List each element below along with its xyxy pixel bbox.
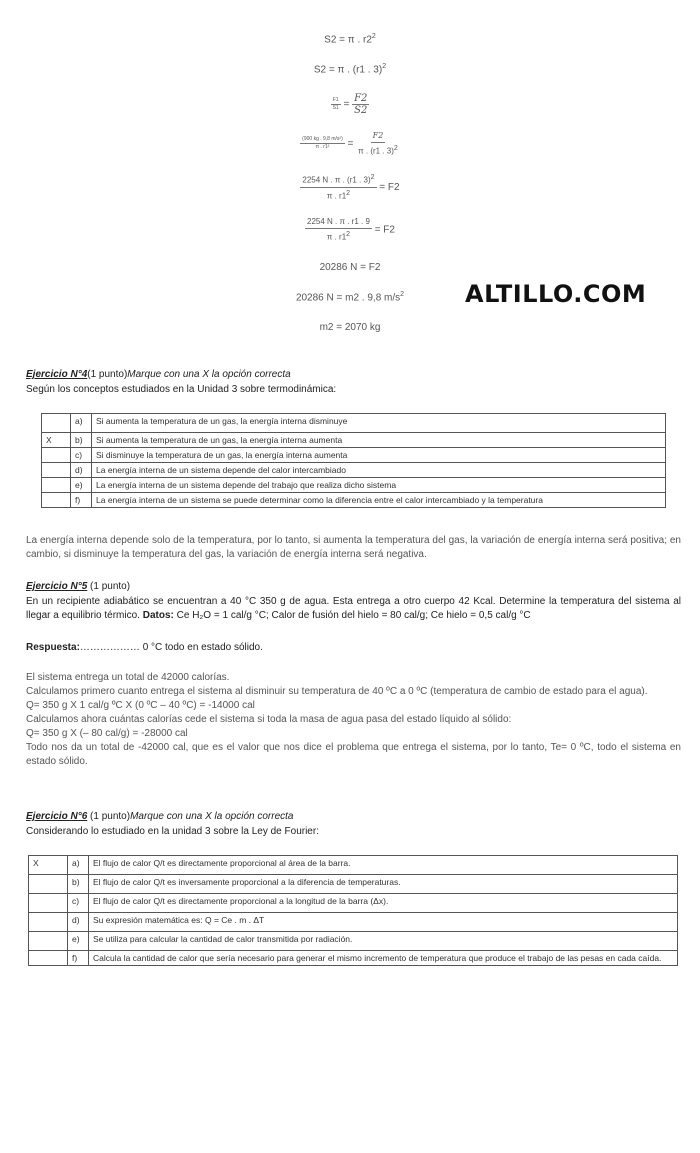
- solution-line: Q= 350 g X (– 80 cal/g) = -28000 cal: [26, 728, 188, 739]
- option-f: La energía interna de un sistema se puede determinar como la diferencia entre el calor intercambiado y la temperatura: [92, 493, 666, 508]
- equation-s2-r1: S2 = π . (r1 . 3)$^2$: [313, 63, 387, 76]
- solution-line: Calculamos ahora cuántas calorías cede el sistema si toda la masa de agua pasa del estado líquido al sólido:: [26, 714, 512, 725]
- ex5-heading: Ejercicio N°5 (1 punto): [26, 581, 131, 592]
- option-a: Si aumenta la temperatura de un gas, la energía interna disminuye: [92, 414, 666, 433]
- solution-line: El sistema entrega un total de 42000 calorías.: [26, 672, 230, 683]
- ex4-explanation: La energía interna depende solo de la temperatura, por lo tanto, si aumenta la temperatura del gas, la variación de energía interna será positiva; en cambio, si disminuye la temperatura del gas, la variación de energía interna será negativa.: [26, 535, 681, 560]
- equation-m2: m2 = 2070 kg: [319, 322, 381, 333]
- table-row: f) Calcula la cantidad de calor que sería necesario para generar el mismo incremento de temperatura que produce el trabajo de las pesas en cada caída.: [29, 951, 678, 966]
- option-a: El flujo de calor Q/t es directamente proporcional al área de la barra.: [89, 856, 678, 875]
- equation-substitution: $\frac{\text{(900 kg . 9,8 m/s²)}}{\text{π . r1²}}$ = $\frac{F2}{\pi . (r1 . 3)^2}$: [302, 131, 398, 156]
- ex4-subtitle: Según los conceptos estudiados en la Unidad 3 sobre termodinámica:: [26, 384, 337, 395]
- option-e: Se utiliza para calcular la cantidad de calor transmitida por radiación.: [89, 932, 678, 951]
- ex5-statement: En un recipiente adiabático se encuentran a 40 °C 350 g de agua. Esta entrega a otro cuerpo 42 Kcal. Determine la temperatura del sistema al llegar a equilibrio térmico. Datos: Ce H₂O = 1 cal/g °C; Calor de fusión del hielo = 80 cal/g; Ce hielo = 0,5 cal/g °C: [26, 596, 681, 621]
- table-row: a) Si aumenta la temperatura de un gas, la energía interna disminuye: [42, 414, 666, 433]
- option-b: El flujo de calor Q/t es inversamente proporcional a la diferencia de temperaturas.: [89, 875, 678, 894]
- ex6-options-table: [28, 855, 678, 966]
- ex4-options-table: [41, 413, 666, 508]
- table-row: e) Se utiliza para calcular la cantidad de calor transmitida por radiación.: [29, 932, 678, 951]
- equation-f2-b: $\frac{2254 N . \pi . r1 . 9}{\pi . r1^2}$ = F2: [307, 217, 395, 242]
- equation-s2: S2 = π . $r2^2$: [324, 33, 376, 46]
- ex4-heading: Ejercicio N°4(1 punto)Marque con una X la opción correcta: [26, 369, 291, 380]
- table-row: e) La energía interna de un sistema depende del trabajo que realiza dicho sistema: [42, 478, 666, 493]
- equation-mass: 20286 N = m2 . 9,8 $m/s^2$: [295, 291, 405, 304]
- option-d: La energía interna de un sistema depende del calor intercambiado: [92, 463, 666, 478]
- table-row: d) Su expresión matemática es: Q = Ce . m . ΔT: [29, 913, 678, 932]
- equation-f2-a: $\frac{2254 N . \pi . (r1 . 3)^2}{\pi . r1^2}$ = F2: [302, 174, 400, 201]
- table-row: c) El flujo de calor Q/t es directamente proporcional a la longitud de la barra (Δx).: [29, 894, 678, 913]
- table-row: f) La energía interna de un sistema se puede determinar como la diferencia entre el calor intercambiado y la temperatura: [42, 493, 666, 508]
- solution-line: Todo nos da un total de -42000 cal, que es el valor que nos dice el problema que entrega el sistema, por lo tanto, Te= 0 ºC, todo el sistema en estado sólido.: [26, 742, 681, 767]
- altillo-logo: ALTILLO.COM: [465, 280, 647, 308]
- solution-line: Q= 350 g X 1 cal/g ºC X (0 ºC – 40 ºC) = -14000 cal: [26, 700, 255, 711]
- solution-line: Calculamos primero cuanto entrega el sistema al disminuir su temperatura de 40 ºC a 0 ºC (temperatura de cambio de estado para el agua).: [26, 686, 648, 697]
- option-c: El flujo de calor Q/t es directamente proporcional a la longitud de la barra (Δx).: [89, 894, 678, 913]
- ex6-heading: Ejercicio N°6 (1 punto)Marque con una X la opción correcta: [26, 811, 294, 822]
- option-f: Calcula la cantidad de calor que sería necesario para generar el mismo incremento de temperatura que produce el trabajo de las pesas en cada caída.: [89, 951, 678, 966]
- option-d: Su expresión matemática es: Q = Ce . m . ΔT: [89, 913, 678, 932]
- option-c: Si disminuye la temperatura de un gas, la energía interna aumenta: [92, 448, 666, 463]
- ex5-solution: [26, 671, 681, 769]
- option-e: La energía interna de un sistema depende del trabajo que realiza dicho sistema: [92, 478, 666, 493]
- ex6-subtitle: Considerando lo estudiado en la unidad 3 sobre la Ley de Fourier:: [26, 826, 319, 837]
- table-row: X a) El flujo de calor Q/t es directamente proporcional al área de la barra.: [29, 856, 678, 875]
- table-row: c) Si disminuye la temperatura de un gas, la energía interna aumenta: [42, 448, 666, 463]
- equation-ratio: $\frac{F1}{S1}$ = $\frac{F2}{S2}$: [332, 93, 368, 116]
- table-row: d) La energía interna de un sistema depende del calor intercambiado: [42, 463, 666, 478]
- option-b: Si aumenta la temperatura de un gas, la energía interna aumenta: [92, 433, 666, 448]
- table-row: b) El flujo de calor Q/t es inversamente proporcional a la diferencia de temperaturas.: [29, 875, 678, 894]
- table-row: X b) Si aumenta la temperatura de un gas, la energía interna aumenta: [42, 433, 666, 448]
- equation-f2-value: 20286 N = F2: [319, 262, 381, 273]
- ex5-answer: Respuesta:……………… 0 °C todo en estado sólido.: [26, 642, 263, 653]
